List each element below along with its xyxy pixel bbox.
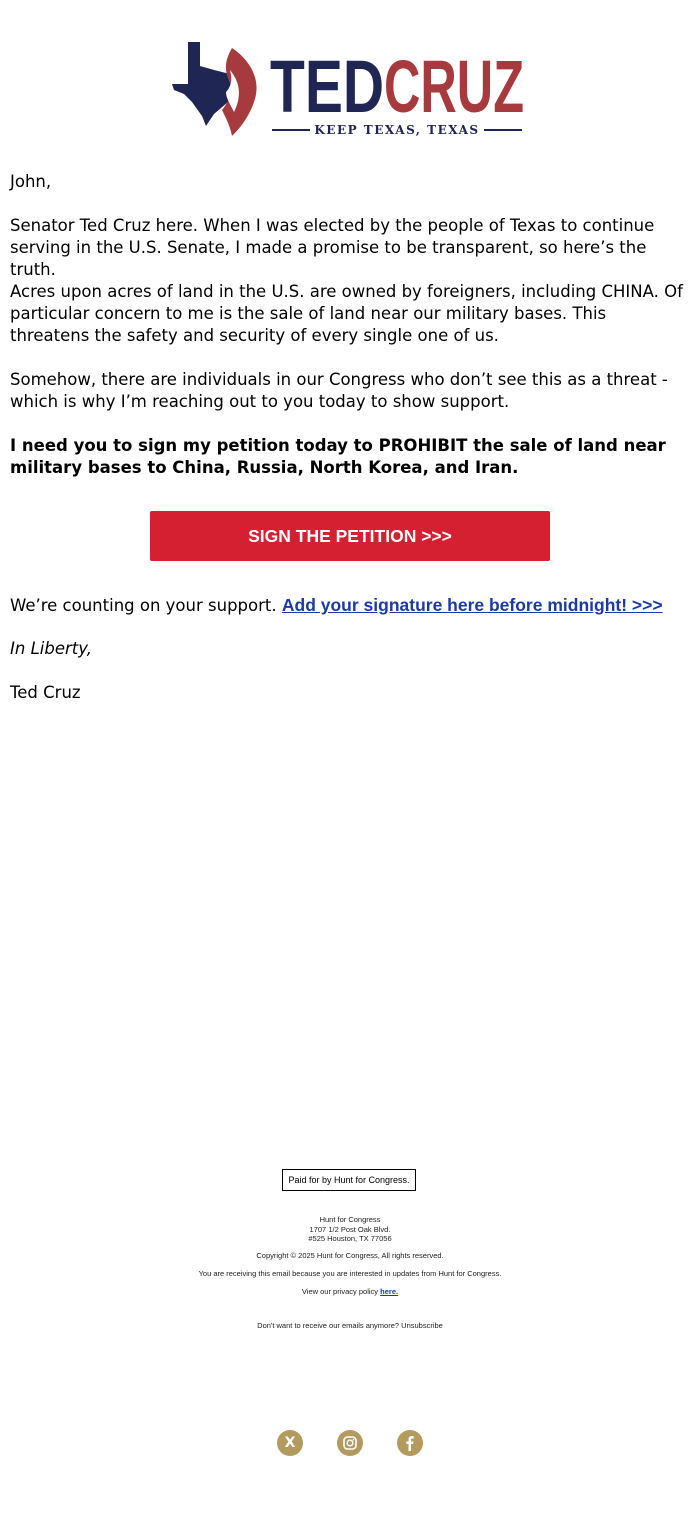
ted-cruz-logo [170, 40, 530, 140]
logo-last: CRUZ [384, 45, 524, 128]
paragraph-2: Acres upon acres of land in the U.S. are owned by foreigners, including CHINA. Of particular concern to me is the sale of land near our military bases. This threatens the safety and security of every single one of us. [10, 282, 683, 345]
privacy-link[interactable]: here. [380, 1287, 399, 1296]
logo-tagline: KEEP TEXAS, TEXAS [314, 123, 480, 137]
logo-first: TED [270, 45, 384, 128]
footer-privacy [0, 1287, 700, 1296]
x-icon[interactable] [277, 1430, 303, 1456]
paid-for-box: Paid for by Hunt for Congress. [282, 1169, 416, 1191]
facebook-icon[interactable] [397, 1430, 423, 1456]
greeting: John, [10, 172, 52, 191]
footer-unsubscribe [0, 1321, 700, 1330]
paragraph-3: Somehow, there are individuals in our Congress who don’t see this as a threat - which is why I’m reaching out to you today to show support. [10, 370, 668, 411]
instagram-icon[interactable] [337, 1430, 363, 1456]
support-text: We’re counting on your support. [10, 596, 277, 615]
footer-copyright: Copyright © 2025 Hunt for Congress, All rights reserved. [256, 1251, 444, 1260]
unsubscribe-link[interactable]: Don't want to receive our emails anymore? Unsubscribe [257, 1321, 443, 1330]
paragraph-4: I need you to sign my petition today to PROHIBIT the sale of land near military bases to China, Russia, North Korea, and Iran. [10, 436, 666, 477]
footer-address-2: #525 Houston, TX 77056 [308, 1234, 392, 1243]
footer-org: Hunt for Congress [319, 1215, 381, 1224]
signature: Ted Cruz [10, 683, 81, 702]
support-line [10, 594, 690, 617]
x-glyph: X [284, 1435, 296, 1451]
paragraph-1: Senator Ted Cruz here. When I was elected by the people of Texas to continue serving in the U.S. Senate, I made a promise to be transparent, so here’s the truth. [10, 216, 655, 279]
footer-address [0, 1215, 700, 1244]
sign-petition-button[interactable]: SIGN THE PETITION >>> [150, 511, 550, 561]
add-signature-link[interactable]: Add your signature here before midnight! >>> [281, 595, 663, 615]
footer-address-1: 1707 1/2 Post Oak Blvd. [309, 1224, 391, 1234]
footer-receiving: You are receiving this email because you are interested in updates from Hunt for Congress. [198, 1269, 502, 1278]
closing: In Liberty, [10, 639, 92, 658]
privacy-text: View our privacy policy [301, 1287, 379, 1296]
